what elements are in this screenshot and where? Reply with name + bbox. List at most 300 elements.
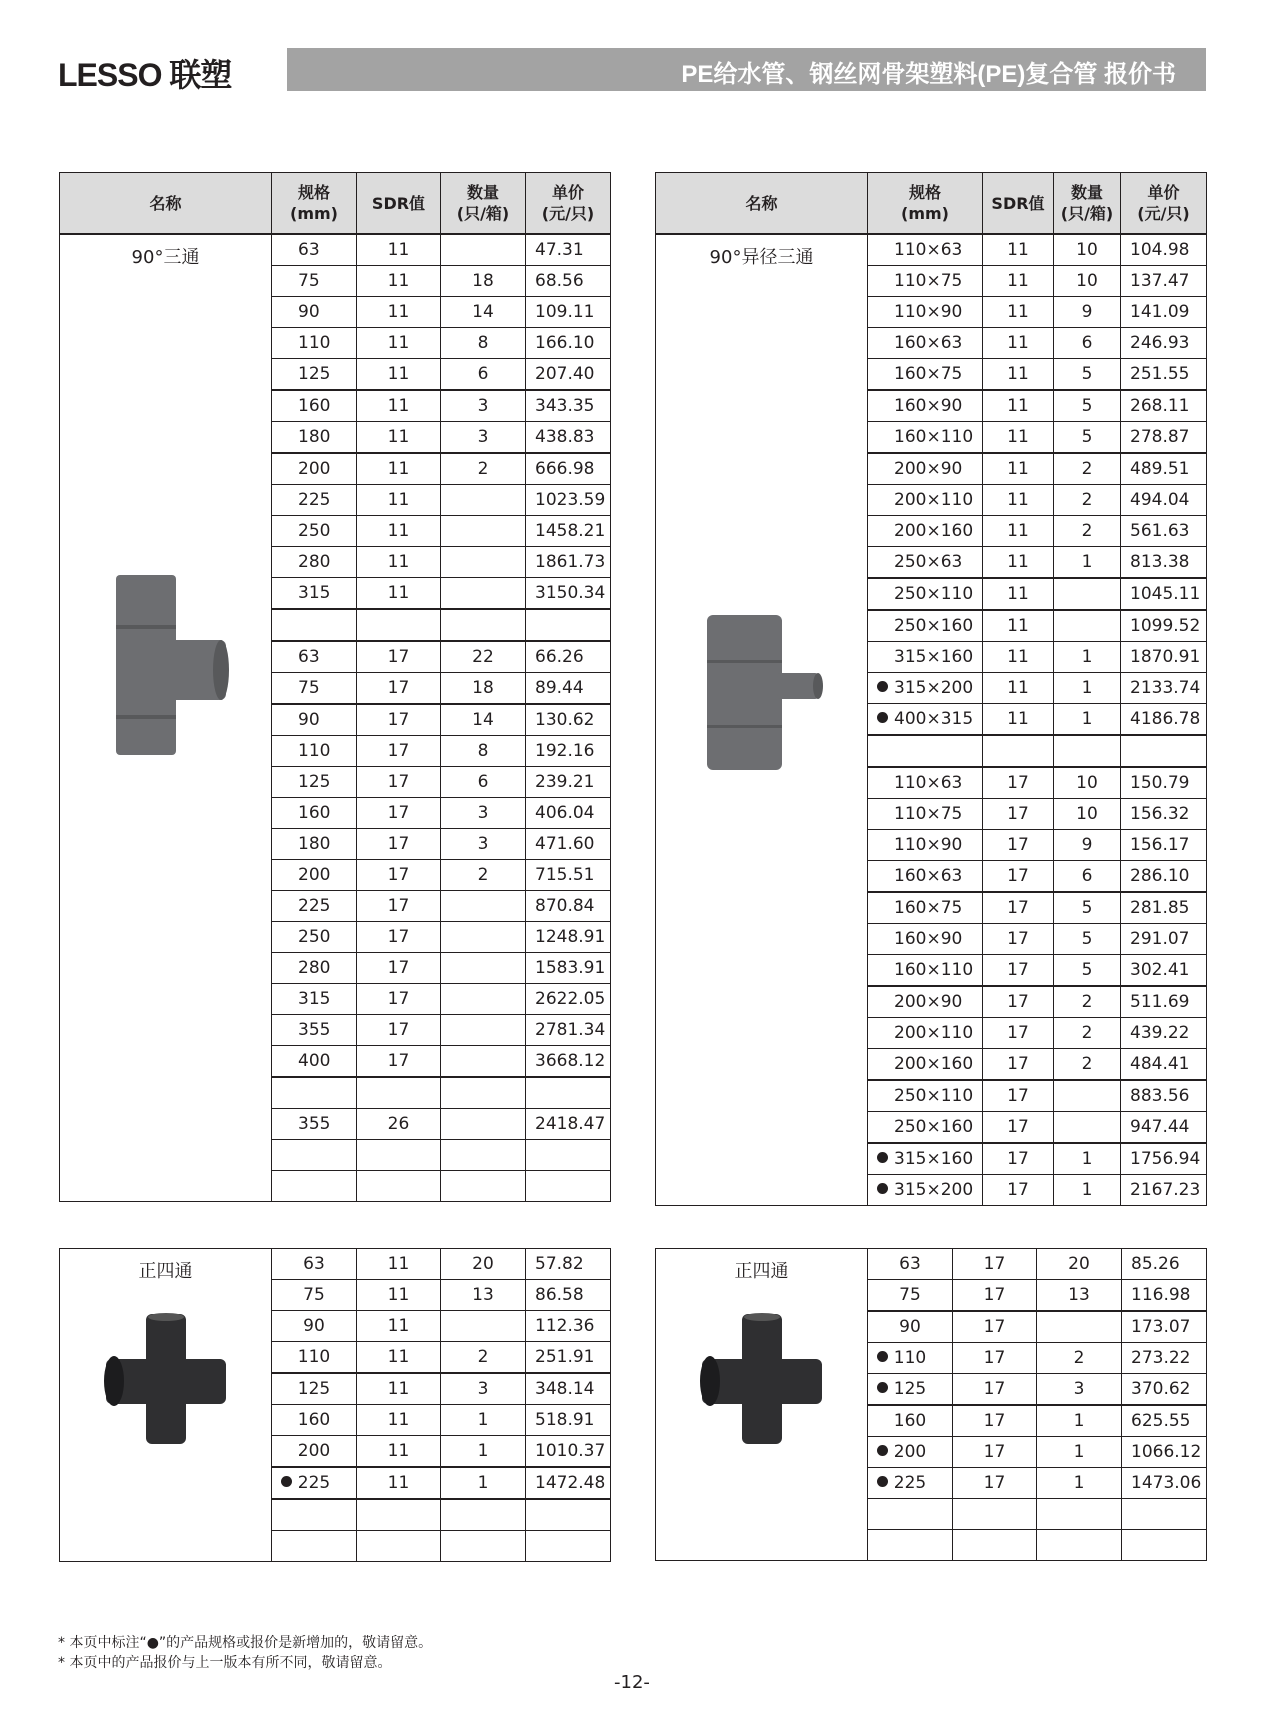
price-cell (526, 1140, 611, 1171)
spec-value: 400×315 (894, 709, 974, 729)
sdr-cell: 17 (983, 1143, 1054, 1175)
spec-value: 110×75 (894, 271, 963, 291)
table-row (656, 234, 1207, 266)
price-table-tee (59, 172, 611, 1202)
spec-value: 110×63 (894, 240, 963, 260)
price-cell (1122, 1499, 1207, 1530)
sdr-cell: 11 (983, 328, 1054, 359)
price-cell: 291.07 (1121, 924, 1207, 955)
price-cell: 268.11 (1121, 390, 1207, 422)
spec-value: 180 (298, 427, 331, 447)
sdr-cell: 11 (357, 1249, 441, 1280)
sdr-cell: 17 (983, 986, 1054, 1018)
sdr-cell: 11 (983, 610, 1054, 642)
quantity-cell: 1 (1054, 704, 1121, 736)
sdr-cell: 17 (953, 1311, 1037, 1343)
price-cell: 1045.11 (1121, 578, 1207, 610)
sdr-cell (357, 609, 441, 641)
sdr-cell (983, 735, 1054, 767)
sdr-cell (357, 1077, 441, 1109)
spec-value: 75 (298, 678, 320, 698)
product-name: 90°异径三通 (709, 247, 814, 268)
spec-value: 110×90 (894, 835, 963, 855)
spec-cell (868, 1530, 953, 1561)
spec-cell (272, 578, 357, 610)
sdr-cell: 11 (357, 578, 441, 610)
price-cell: 2622.05 (526, 984, 611, 1015)
quantity-cell (441, 891, 526, 922)
header-row (60, 173, 611, 235)
spec-cell (868, 1112, 983, 1144)
quantity-cell: 18 (441, 673, 526, 705)
price-table-cross-sdr11 (59, 1248, 611, 1562)
sdr-cell (357, 1171, 441, 1202)
sdr-cell: 11 (357, 1280, 441, 1311)
price-cell: 47.31 (526, 234, 611, 266)
spec-value: 90 (303, 1316, 325, 1336)
spec-value: 160 (297, 1410, 331, 1430)
sdr-cell: 11 (983, 642, 1054, 673)
title-bar (287, 48, 1206, 91)
spec-cell (272, 891, 357, 922)
quantity-cell (441, 1015, 526, 1046)
sdr-cell: 11 (983, 234, 1054, 266)
spec-value: 63 (303, 1254, 325, 1274)
spec-cell (868, 642, 983, 673)
spec-cell (868, 830, 983, 861)
quantity-cell: 5 (1054, 892, 1121, 924)
sdr-cell: 17 (983, 1175, 1054, 1206)
spec-cell (868, 422, 983, 454)
spec-value: 200×110 (894, 1023, 974, 1043)
price-cell: 489.51 (1121, 453, 1207, 485)
product-name: 正四通 (734, 1261, 789, 1282)
product-name: 正四通 (138, 1261, 193, 1282)
spec-cell (272, 1436, 357, 1468)
sdr-cell: 11 (983, 266, 1054, 297)
spec-value: 63 (298, 240, 320, 260)
spec-cell (868, 673, 983, 704)
price-cell: 2781.34 (526, 1015, 611, 1046)
price-cell: 68.56 (526, 266, 611, 297)
quantity-cell: 3 (441, 422, 526, 454)
spec-value: 315 (298, 583, 331, 603)
quantity-cell: 2 (1054, 986, 1121, 1018)
sdr-cell: 17 (357, 704, 441, 736)
spec-value: 125 (298, 772, 331, 792)
quantity-cell: 14 (441, 297, 526, 328)
header-row (656, 173, 1207, 235)
spec-value: 355 (298, 1020, 331, 1040)
spec-cell (868, 892, 983, 924)
spec-cell (272, 1342, 357, 1374)
spec-cell (272, 1046, 357, 1078)
sdr-cell: 11 (357, 516, 441, 547)
spec-value: 280 (298, 552, 331, 572)
spec-cell (868, 359, 983, 391)
price-cell: 625.55 (1122, 1405, 1207, 1437)
quantity-cell (441, 1531, 526, 1562)
quantity-cell (1054, 735, 1121, 767)
spec-cell (272, 1405, 357, 1436)
sdr-cell: 17 (983, 1018, 1054, 1049)
new-item-dot-icon (281, 1476, 292, 1487)
spec-cell (272, 641, 357, 673)
sdr-cell: 17 (357, 673, 441, 705)
price-cell: 251.55 (1121, 359, 1207, 391)
footnote-new-items: * 本页中标注“●”的产品规格或报价是新增加的，敬请留意。 (58, 1635, 433, 1651)
quantity-cell: 1 (1054, 1175, 1121, 1206)
spec-value: 200 (297, 1441, 331, 1461)
spec-value: 250×160 (894, 616, 974, 636)
quantity-cell: 2 (1054, 516, 1121, 547)
sdr-cell: 11 (357, 390, 441, 422)
sdr-cell: 11 (357, 1405, 441, 1436)
quantity-cell: 10 (1054, 234, 1121, 266)
price-cell (526, 1531, 611, 1562)
spec-cell (868, 1143, 983, 1175)
price-cell (526, 609, 611, 641)
spec-cell (272, 390, 357, 422)
product-cell (60, 234, 272, 1202)
spec-value: 110×63 (894, 773, 963, 793)
price-cell (1121, 735, 1207, 767)
sdr-cell: 11 (983, 547, 1054, 579)
sdr-cell: 11 (983, 516, 1054, 547)
price-cell: 57.82 (526, 1249, 611, 1280)
spec-cell (272, 1373, 357, 1405)
cross-fitting-icon (60, 1309, 271, 1454)
price-cell: 1248.91 (526, 922, 611, 953)
product-name: 90°三通 (131, 247, 200, 268)
spec-cell (868, 1468, 953, 1499)
spec-value: 75 (298, 271, 320, 291)
spec-value: 200 (893, 1442, 927, 1462)
column-header-name: 名称 (656, 173, 868, 235)
column-header-price: 单价 (元/只) (1121, 173, 1207, 235)
quantity-cell: 1 (1037, 1405, 1122, 1437)
quantity-cell: 3 (441, 798, 526, 829)
spec-value: 160 (298, 803, 331, 823)
quantity-cell (441, 1171, 526, 1202)
spec-value: 225 (893, 1473, 927, 1493)
spec-cell (868, 578, 983, 610)
tee-fitting-icon (60, 565, 271, 770)
price-cell: 130.62 (526, 704, 611, 736)
sdr-cell: 17 (953, 1249, 1037, 1280)
spec-cell (272, 1499, 357, 1531)
sdr-cell (953, 1530, 1037, 1561)
spec-value: 225 (298, 490, 331, 510)
spec-cell (272, 829, 357, 860)
quantity-cell: 2 (1037, 1343, 1122, 1374)
spec-value: 63 (298, 647, 320, 667)
spec-cell (272, 516, 357, 547)
spec-cell (868, 955, 983, 987)
spec-cell (868, 861, 983, 893)
price-cell: 141.09 (1121, 297, 1207, 328)
price-cell: 406.04 (526, 798, 611, 829)
price-cell: 2133.74 (1121, 673, 1207, 704)
quantity-cell: 2 (1054, 1049, 1121, 1081)
spec-cell (868, 1499, 953, 1530)
spec-cell (868, 704, 983, 736)
quantity-cell (441, 1077, 526, 1109)
column-header-spec: 规格 (mm) (868, 173, 983, 235)
quantity-cell: 2 (1054, 485, 1121, 516)
spec-cell (868, 485, 983, 516)
sdr-cell: 17 (357, 1046, 441, 1078)
spec-cell (868, 547, 983, 579)
quantity-cell (1054, 1112, 1121, 1144)
spec-cell (272, 984, 357, 1015)
quantity-cell: 20 (1037, 1249, 1122, 1280)
spec-value: 200×160 (894, 521, 974, 541)
spec-cell (272, 328, 357, 359)
price-cell: 511.69 (1121, 986, 1207, 1018)
price-cell: 1756.94 (1121, 1143, 1207, 1175)
sdr-cell: 11 (983, 422, 1054, 454)
quantity-cell: 10 (1054, 767, 1121, 799)
spec-cell (868, 234, 983, 266)
sdr-cell: 26 (357, 1109, 441, 1140)
sdr-cell: 17 (357, 953, 441, 984)
spec-cell (868, 735, 983, 767)
price-cell: 883.56 (1121, 1080, 1207, 1112)
quantity-cell (1037, 1530, 1122, 1561)
sdr-cell: 11 (357, 297, 441, 328)
price-cell (526, 1171, 611, 1202)
page-number: -12- (614, 1672, 650, 1693)
sdr-cell: 11 (357, 266, 441, 297)
spec-value: 160×63 (894, 866, 963, 886)
quantity-cell (1054, 610, 1121, 642)
spec-value: 280 (298, 958, 331, 978)
quantity-cell (441, 547, 526, 578)
price-table-cross-sdr17 (655, 1248, 1207, 1561)
spec-cell (272, 1280, 357, 1311)
spec-cell (868, 1249, 953, 1280)
new-item-dot-icon (877, 1183, 888, 1194)
spec-cell (272, 1109, 357, 1140)
quantity-cell (441, 485, 526, 516)
quantity-cell: 9 (1054, 297, 1121, 328)
spec-cell (272, 860, 357, 891)
spec-cell (868, 297, 983, 328)
sdr-cell: 11 (983, 485, 1054, 516)
sdr-cell: 17 (357, 736, 441, 767)
price-cell: 112.36 (526, 1311, 611, 1342)
price-cell: 89.44 (526, 673, 611, 705)
price-cell: 116.98 (1122, 1280, 1207, 1312)
price-cell: 518.91 (526, 1405, 611, 1436)
quantity-cell: 5 (1054, 422, 1121, 454)
price-cell: 85.26 (1122, 1249, 1207, 1280)
spec-cell (272, 422, 357, 454)
spec-cell (272, 673, 357, 705)
quantity-cell: 20 (441, 1249, 526, 1280)
quantity-cell: 1 (1037, 1437, 1122, 1468)
quantity-cell: 13 (1037, 1280, 1122, 1312)
spec-value: 200×110 (894, 490, 974, 510)
price-cell: 66.26 (526, 641, 611, 673)
spec-value: 125 (298, 364, 331, 384)
footnote-price-changes: * 本页中的产品报价与上一版本有所不同，敬请留意。 (58, 1655, 392, 1671)
quantity-cell: 2 (441, 1342, 526, 1374)
price-cell: 207.40 (526, 359, 611, 391)
spec-cell (272, 609, 357, 641)
quantity-cell (441, 234, 526, 266)
price-cell: 2418.47 (526, 1109, 611, 1140)
spec-value: 160 (893, 1411, 927, 1431)
price-cell: 870.84 (526, 891, 611, 922)
spec-cell (868, 924, 983, 955)
sdr-cell: 17 (983, 1049, 1054, 1081)
sdr-cell: 11 (357, 453, 441, 485)
table-row (60, 234, 611, 266)
spec-value: 200×90 (894, 992, 963, 1012)
spec-cell (868, 516, 983, 547)
lesso-logo: LESSO 联塑 (58, 57, 232, 93)
sdr-cell: 17 (953, 1468, 1037, 1499)
quantity-cell (441, 1046, 526, 1078)
quantity-cell: 3 (441, 829, 526, 860)
spec-value: 110 (893, 1348, 927, 1368)
spec-value: 125 (893, 1379, 927, 1399)
quantity-cell: 3 (441, 390, 526, 422)
spec-value: 315×160 (894, 1149, 974, 1169)
sdr-cell: 11 (357, 1373, 441, 1405)
spec-value: 63 (899, 1254, 921, 1274)
price-cell: 166.10 (526, 328, 611, 359)
quantity-cell: 8 (441, 328, 526, 359)
spec-value: 90 (298, 710, 320, 730)
spec-cell (272, 922, 357, 953)
spec-cell (272, 266, 357, 297)
quantity-cell: 1 (441, 1436, 526, 1468)
price-cell: 1472.48 (526, 1467, 611, 1499)
spec-value: 250 (298, 521, 331, 541)
price-cell: 3668.12 (526, 1046, 611, 1078)
spec-value: 110 (298, 741, 331, 761)
spec-cell (272, 359, 357, 391)
spec-cell (272, 1140, 357, 1171)
price-cell: 666.98 (526, 453, 611, 485)
quantity-cell: 2 (1054, 1018, 1121, 1049)
price-cell: 273.22 (1122, 1343, 1207, 1374)
price-cell: 137.47 (1121, 266, 1207, 297)
quantity-cell (441, 953, 526, 984)
price-cell: 561.63 (1121, 516, 1207, 547)
sdr-cell: 11 (357, 1467, 441, 1499)
price-cell (526, 1499, 611, 1531)
sdr-cell: 11 (357, 485, 441, 516)
sdr-cell: 11 (983, 297, 1054, 328)
price-cell: 1458.21 (526, 516, 611, 547)
quantity-cell: 5 (1054, 390, 1121, 422)
spec-value: 200 (298, 459, 331, 479)
sdr-cell: 17 (983, 799, 1054, 830)
price-cell: 109.11 (526, 297, 611, 328)
new-item-dot-icon (877, 1351, 888, 1362)
sdr-cell: 17 (953, 1280, 1037, 1312)
sdr-cell: 17 (357, 922, 441, 953)
spec-cell (272, 547, 357, 578)
spec-value: 110 (298, 333, 331, 353)
sdr-cell (357, 1531, 441, 1562)
sdr-cell: 17 (983, 1080, 1054, 1112)
spec-value: 160 (298, 396, 331, 416)
spec-value: 315×160 (894, 647, 974, 667)
quantity-cell: 3 (1037, 1374, 1122, 1406)
quantity-cell (1054, 578, 1121, 610)
column-header-sdr: SDR值 (357, 173, 441, 235)
price-cell: 4186.78 (1121, 704, 1207, 736)
spec-cell (272, 453, 357, 485)
price-cell: 494.04 (1121, 485, 1207, 516)
price-cell: 1870.91 (1121, 642, 1207, 673)
spec-cell (868, 1374, 953, 1406)
spec-value: 400 (298, 1051, 331, 1071)
price-cell: 1010.37 (526, 1436, 611, 1468)
price-cell: 471.60 (526, 829, 611, 860)
sdr-cell: 11 (983, 390, 1054, 422)
price-cell: 86.58 (526, 1280, 611, 1311)
spec-cell (868, 1049, 983, 1081)
quantity-cell: 2 (441, 453, 526, 485)
sdr-cell: 11 (357, 422, 441, 454)
price-cell (1122, 1530, 1207, 1561)
price-cell: 1861.73 (526, 547, 611, 578)
price-cell: 104.98 (1121, 234, 1207, 266)
price-cell: 484.41 (1121, 1049, 1207, 1081)
price-cell: 156.17 (1121, 830, 1207, 861)
spec-cell (868, 1343, 953, 1374)
spec-cell (272, 1015, 357, 1046)
new-item-dot-icon (877, 681, 888, 692)
column-header-spec: 规格 (mm) (272, 173, 357, 235)
spec-cell (868, 610, 983, 642)
quantity-cell: 5 (1054, 955, 1121, 987)
quantity-cell: 3 (441, 1373, 526, 1405)
sdr-cell: 17 (357, 1015, 441, 1046)
spec-cell (868, 266, 983, 297)
new-item-dot-icon (877, 1476, 888, 1487)
quantity-cell (1054, 1080, 1121, 1112)
price-cell: 715.51 (526, 860, 611, 891)
quantity-cell: 10 (1054, 266, 1121, 297)
spec-value: 200 (298, 865, 331, 885)
spec-value: 315 (298, 989, 331, 1009)
sdr-cell: 11 (357, 1311, 441, 1342)
price-cell: 239.21 (526, 767, 611, 798)
spec-cell (272, 736, 357, 767)
spec-cell (868, 390, 983, 422)
sdr-cell: 11 (357, 234, 441, 266)
spec-cell (868, 767, 983, 799)
spec-cell (272, 485, 357, 516)
document-title: PE给水管、钢丝网骨架塑料(PE)复合管 报价书 (681, 61, 1176, 88)
sdr-cell: 11 (983, 704, 1054, 736)
price-cell: 302.41 (1121, 955, 1207, 987)
sdr-cell: 11 (357, 547, 441, 578)
spec-cell (272, 953, 357, 984)
spec-value: 110×90 (894, 302, 963, 322)
quantity-cell: 2 (1054, 453, 1121, 485)
cross-fitting-icon (656, 1309, 867, 1454)
sdr-cell: 17 (983, 892, 1054, 924)
sdr-cell: 17 (357, 798, 441, 829)
